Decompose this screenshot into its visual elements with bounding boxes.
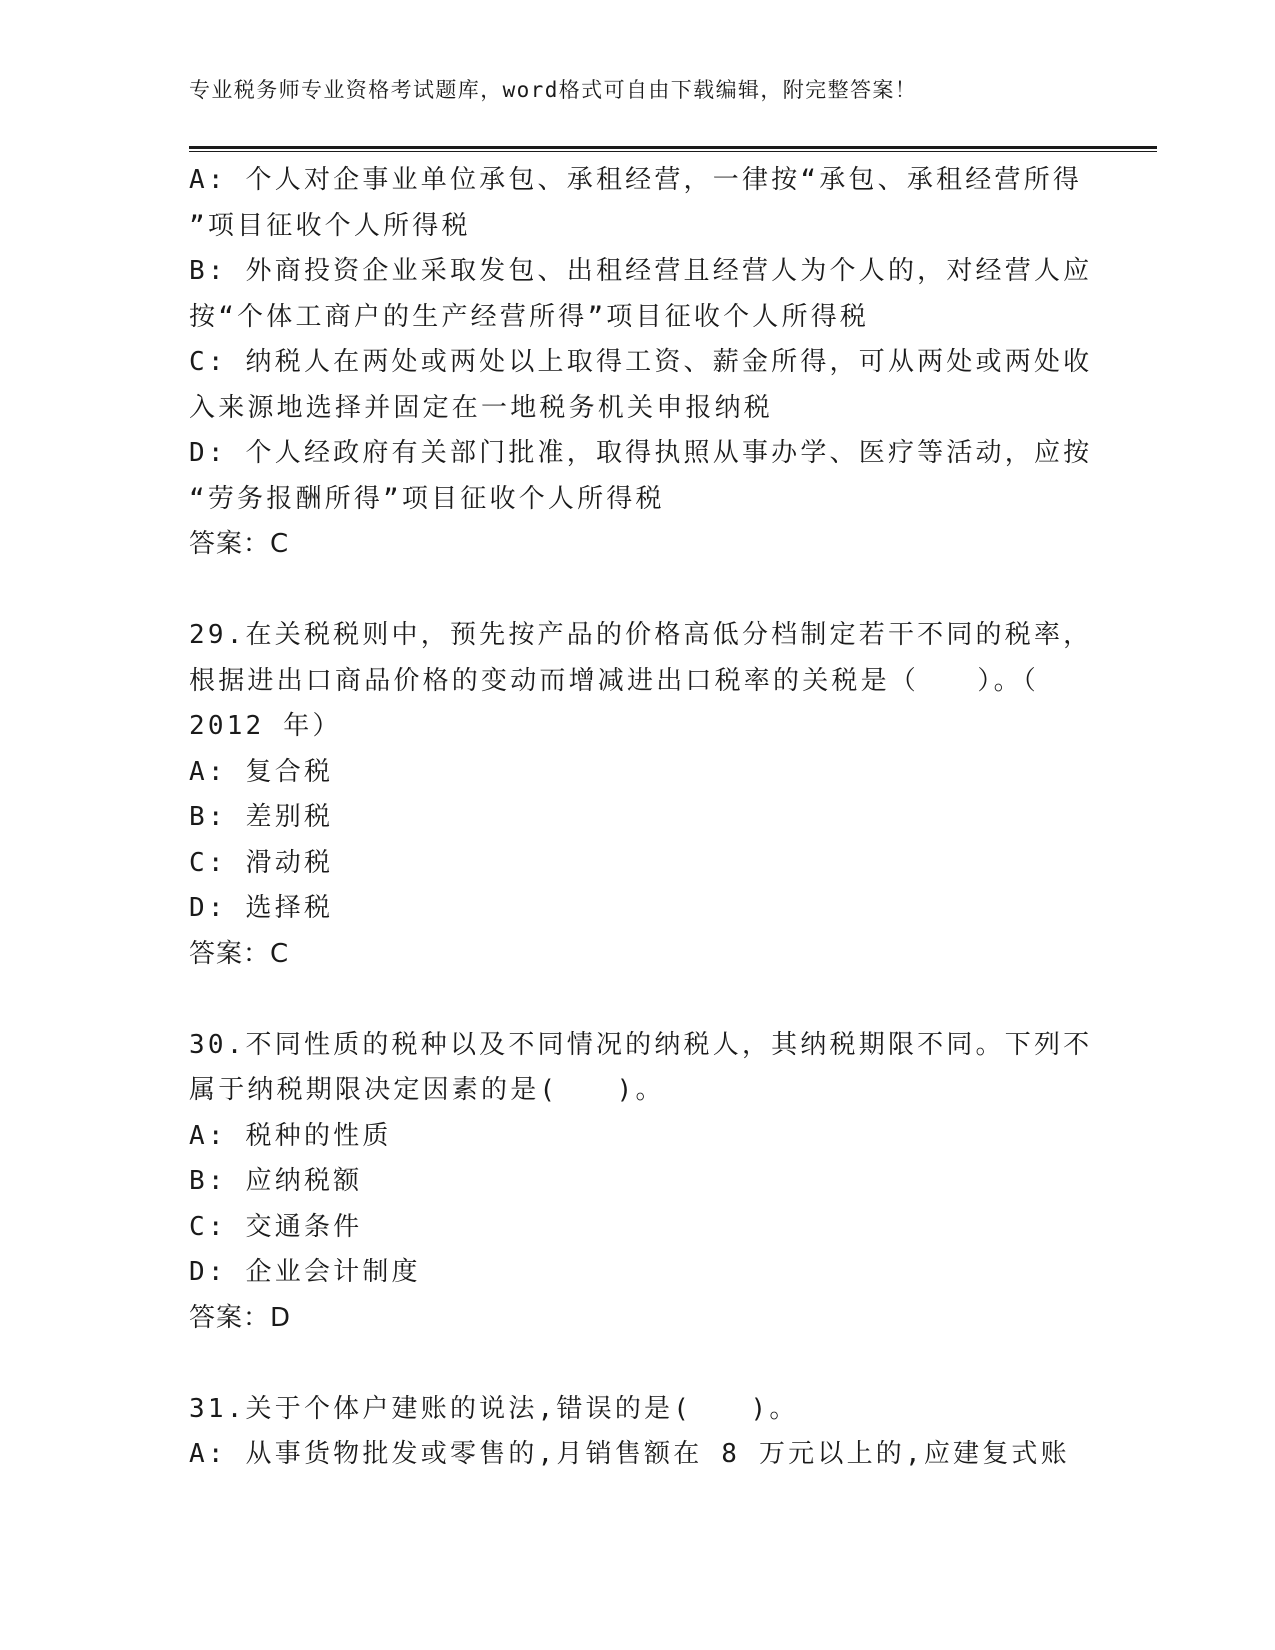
- previous-question-options: [189, 158, 1093, 568]
- question-stem: 31.关于个体户建账的说法,错误的是( )。: [189, 1393, 799, 1424]
- option-line: ”项目征收个人所得税: [189, 210, 471, 241]
- answer-label: 答案：D: [189, 1302, 292, 1333]
- option-b: B: 应纳税额: [189, 1166, 363, 1196]
- option-d: D: 选择税: [189, 893, 334, 923]
- option-line: 按“个体工商户的生产经营所得”项目征收个人所得税: [189, 301, 870, 332]
- option-line: “劳务报酬所得”项目征收个人所得税: [189, 483, 665, 514]
- option-line: D: 个人经政府有关部门批准，取得执照从事办学、医疗等活动，应按: [189, 438, 1093, 468]
- question-31: [189, 1387, 1089, 1478]
- question-stem: 根据进出口商品价格的变动而增减进出口税率的关税是（ ）。（: [189, 665, 1040, 696]
- option-line: A: 个人对企事业单位承包、承租经营，一律按“承包、承租经营所得: [189, 165, 1083, 195]
- option-d: [189, 431, 1093, 522]
- option-c: C: 滑动税: [189, 847, 334, 878]
- option-c: [189, 340, 1093, 431]
- option-a: A: 复合税: [189, 756, 334, 787]
- option-b: B: 差别税: [189, 802, 334, 832]
- question-stem: 29.在关税税则中，预先按产品的价格高低分档制定若干不同的税率，: [189, 620, 1093, 650]
- option-a: A: 从事货物批发或零售的,月销售额在 8 万元以上的,应建复式账: [189, 1439, 1070, 1469]
- option-line: 入来源地选择并固定在一地税务机关申报纳税: [189, 392, 774, 423]
- page-header: 专业税务师专业资格考试题库，word格式可自由下载编辑，附完整答案！: [189, 78, 918, 102]
- option-line: C: 纳税人在两处或两处以上取得工资、薪金所得，可从两处或两处收: [189, 347, 1093, 377]
- option-d: D: 企业会计制度: [189, 1257, 421, 1287]
- question-stem: 属于纳税期限决定因素的是( )。: [189, 1075, 665, 1105]
- question-stem: 2012 年）: [189, 711, 342, 741]
- answer-label: 答案：C: [189, 938, 290, 969]
- header-rule: [189, 146, 1157, 152]
- answer-label: 答案：C: [189, 529, 290, 559]
- question-29: [189, 613, 1093, 977]
- question-30: [189, 1023, 1093, 1342]
- question-stem: 30.不同性质的税种以及不同情况的纳税人，其纳税期限不同。下列不: [189, 1029, 1093, 1060]
- option-a: [189, 158, 1089, 249]
- option-c: C: 交通条件: [189, 1211, 363, 1242]
- document-body: [189, 158, 1093, 1478]
- option-line: B: 外商投资企业采取发包、出租经营且经营人为个人的，对经营人应: [189, 256, 1093, 286]
- option-a: A: 税种的性质: [189, 1120, 392, 1151]
- option-b: [189, 249, 1093, 340]
